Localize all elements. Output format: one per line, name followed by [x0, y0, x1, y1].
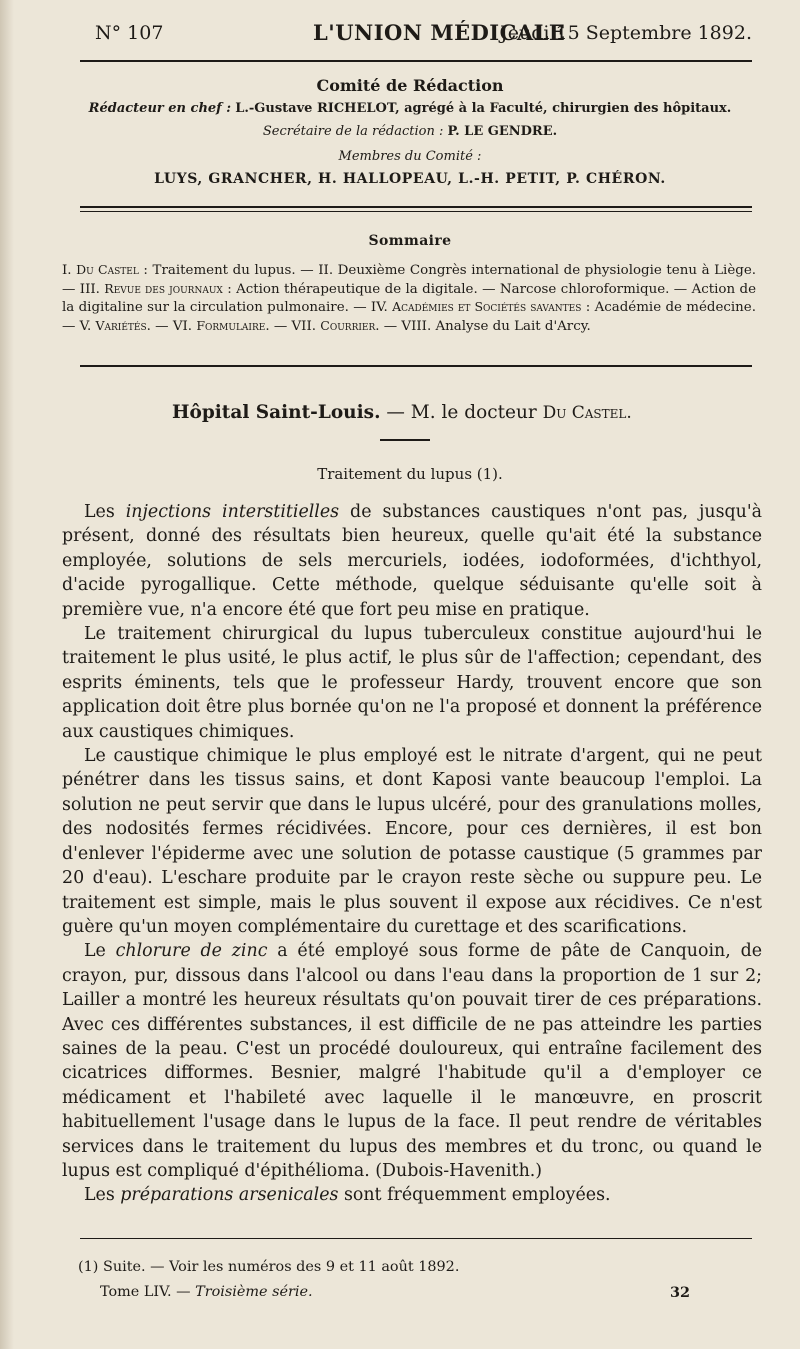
sommaire-part: : Traitement du lupus. — II. Deuxième Congrès international de physiologie tenu à Liège. — III. [62, 263, 756, 297]
sommaire-section: Variétés [95, 317, 147, 333]
paragraph [62, 939, 762, 1183]
issue-date: Jeudi 15 Septembre 1892. [500, 22, 752, 44]
secretaire-value: P. LE GENDRE. [447, 124, 558, 139]
footnote: (1) Suite. — Voir les numéros des 9 et 11 août 1892. [78, 1259, 460, 1275]
issue-number: N° 107 [95, 22, 164, 44]
sommaire-part: I. [62, 263, 77, 278]
sommaire-author: Du Castel [76, 262, 139, 277]
header-rule [80, 60, 752, 62]
sommaire-text [62, 261, 756, 335]
double-rule-top [80, 206, 752, 208]
heading-dash: — M. le docteur [380, 402, 543, 423]
article-title: Traitement du lupus (1). [317, 465, 503, 483]
page-edge-shadow [0, 0, 14, 1349]
page-header [95, 22, 752, 54]
article-heading [172, 402, 632, 423]
series-label: Troisième série. [195, 1284, 313, 1300]
sommaire-title: Sommaire [368, 233, 452, 249]
membres-label: Membres du Comité : [338, 149, 482, 164]
page-number: 32 [670, 1284, 691, 1301]
membres-value: LUYS, GRANCHER, H. HALLOPEAU, L.-H. PETIT, P. CHÉRON. [154, 171, 666, 187]
journal-title: L'UNION MÉDICALE [313, 20, 566, 45]
footnote-rule [80, 1238, 752, 1239]
sommaire-part: : Académie de médecine. — V. [62, 300, 756, 334]
article-body [62, 500, 762, 1208]
secretaire-line [60, 124, 760, 139]
double-rule-bottom [80, 211, 752, 212]
sommaire-section: Académies et Sociétés savantes [392, 299, 582, 315]
redacteur-line [60, 101, 760, 116]
text-run: a été employé sous forme de pâte de Canquoin, de crayon, pur, dissous dans l'alcool ou dans l'eau dans la proportion de 1 sur 2; Lailler a montré les heureux résultats qu'on pouvait tirer de ces préparations. Avec ces différentes substances, il est difficile de ne pas atteindre les parties saines de la peau. C'est un procédé douloureux, qui entraîne facilement des cicatrices difformes. Besnier, malgré l'habitude qu'il a d'employer ce médicament et l'habileté avec laquelle il le manœuvre, en proscrit habituellement l'usage dans le lupus de la face. Il peut rendre de véritables services dans le traitement du lupus des membres et du tronc, ou quand le lupus est compliqué d'épithélioma. (Dubois-Havenith.) [62, 941, 762, 1181]
paragraph: Le traitement chirurgical du lupus tuberculeux constitue aujourd'hui le traitement le plus usité, le plus actif, le plus sûr de l'affection; cependant, des esprits éminents, tels que le professeur Hardy, trouvent encore que son application doit être plus bornée qu'on ne l'a proposé et donnent la préférence aux caustiques chimiques. [62, 624, 762, 742]
footer-volume [100, 1284, 313, 1300]
sommaire-part: : Action thérapeutique de la digitale. — Narcose chloroformique. — Action de la digitaline sur la circulation pulmonaire. — IV. [62, 281, 756, 316]
sommaire-section: Formulaire [196, 317, 266, 333]
emphasis: injections interstitielles [125, 502, 340, 522]
sommaire-section: Courrier [320, 317, 376, 333]
paragraph [62, 500, 762, 622]
paragraph [62, 1183, 762, 1207]
text-run: Le [84, 941, 116, 962]
text-run: Les [84, 502, 126, 522]
emphasis: préparations arsenicales [120, 1185, 339, 1206]
sommaire-part: . — VII. [265, 318, 321, 334]
paragraph: Le caustique chimique le plus employé est le nitrate d'argent, qui ne peut pénétrer dans les tissus sains, et dont Kaposi vante beaucoup l'emploi. La solution ne peut servir que dans le lupus ulcéré, pour des granulations molles, des nodosités fermes récidivées. Encore, pour ces dernières, il est bon d'enlever l'épiderme avec une solution de potasse caustique (5 grammes par 20 d'eau). L'eschare produite par le crayon reste sèche ou suppure peu. Le traitement est simple, mais le plus souvent il expose aux récidives. Ce n'est guère qu'un moyen complémentaire du curettage et des scarifications. [62, 746, 762, 937]
sommaire-part: . — VIII. Analyse du Lait d'Arcy. [375, 318, 591, 334]
sommaire-part: . — VI. [146, 318, 197, 334]
sommaire-rule [80, 365, 752, 367]
secretaire-label: Secrétaire de la rédaction : [262, 124, 444, 139]
text-run: Les [84, 1185, 121, 1206]
redacteur-value: L.-Gustave RICHELOT, agrégé à la Faculté, chirurgien des hôpitaux. [235, 101, 732, 116]
sommaire-section: Revue des journaux [104, 280, 223, 296]
redacteur-label: Rédacteur en chef : [88, 101, 232, 116]
hospital-name: Hôpital Saint-Louis. [172, 402, 381, 423]
text-run: sont fréquemment employées. [338, 1185, 611, 1206]
text-run: de substances caustiques n'ont pas, jusqu'à présent, donné des résultats bien heureux, quelle qu'ait été la substance employée, solutions de sels mercuriels, iodées, iodoformées, d'ichthyol, d'acide pyrogallique. Cette méthode, quelque séduisante qu'elle soit à première vue, n'a encore été que fort peu mise en pratique. [62, 502, 762, 620]
emphasis: chlorure de zinc [115, 941, 268, 962]
volume-label: Tome LIV. — [100, 1284, 196, 1300]
comite-title: Comité de Rédaction [316, 76, 504, 95]
short-rule [380, 439, 430, 441]
doctor-name: Du Castel. [542, 403, 632, 423]
